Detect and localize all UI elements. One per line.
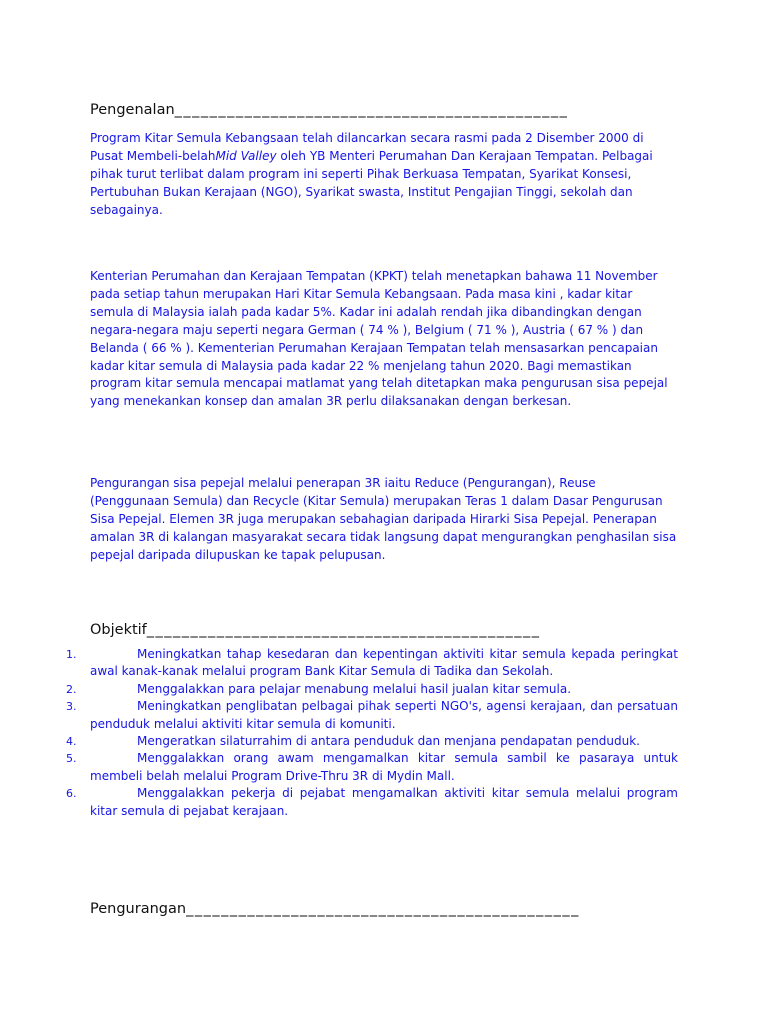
heading-rule: _____________________________________________ bbox=[186, 901, 580, 917]
objective-text: Menggalakkan pekerja di pejabat mengamalkan aktiviti kitar semula melalui program kitar semula di pejabat kerajaan. bbox=[90, 786, 678, 818]
objective-number: 2. bbox=[66, 682, 77, 696]
intro-p1-end: oleh YB Menteri Perumahan Dan Kerajaan Tempatan. Pelbagai pihak turut terlibat dalam program ini seperti Pihak Berkuasa Tempatan, Syarikat Konsesi, Pertubuhan Bukan Kerajaan (NGO), Syarikat swasta, Institut Pengajian Tinggi, sekolah dan sebagainya. bbox=[90, 148, 653, 217]
objective-item bbox=[0, 733, 768, 750]
objective-text: Mengeratkan silaturrahim di antara penduduk dan menjana pendapatan penduduk. bbox=[137, 734, 640, 749]
intro-paragraph-2: Kenterian Perumahan dan Kerajaan Tempatan (KPKT) telah menetapkan bahawa 11 November pada setiap tahun merupakan Hari Kitar Semula Kebangsaan. Pada masa kini , kadar kitar semula di Malaysia ialah pada kadar 5%. Kadar ini adalah rendah jika dibandingkan dengan negara-negara maju seperti negara German ( 74 % ), Belgium ( 71 % ), Austria ( 67 % ) dan Belanda ( 66 % ). Kementerian Perumahan Kerajaan Tempatan telah mensasarkan pencapaian kadar kitar semula di Malaysia pada kadar 22 % menjelang tahun 2020. Bagi memastikan program kitar semula mencapai matlamat yang telah ditetapkan maka pengurusan sisa pepejal yang menekankan konsep dan amalan 3R perlu dilaksanakan dengan berkesan. bbox=[90, 269, 668, 409]
objective-text: Menggalakkan para pelajar menabung melalui hasil jualan kitar semula. bbox=[137, 681, 572, 696]
intro-p1-start: Program Kitar Semula Kebangsaan telah dilancarkan secara rasmi pada 2 Disember 2000 di Pusat Membeli-belah bbox=[90, 131, 644, 163]
intro-paragraph-1 bbox=[90, 130, 678, 220]
intro-p1-mall-name: Mid Valley bbox=[215, 148, 277, 163]
heading-pengenalan bbox=[90, 100, 678, 120]
heading-title: Pengenalan bbox=[90, 102, 175, 118]
heading-title: Objektif bbox=[90, 622, 147, 638]
heading-title: Pengurangan bbox=[90, 901, 187, 917]
objective-item bbox=[0, 785, 768, 820]
objective-text: Meningkatkan penglibatan pelbagai pihak seperti NGO's, agensi kerajaan, dan persatuan penduduk melalui aktiviti kitar semula di komuniti. bbox=[90, 699, 678, 731]
objective-text: Meningkatkan tahap kesedaran dan kepentingan aktiviti kitar semula kepada peringkat awal kanak-kanak melalui program Bank Kitar Semula di Tadika dan Sekolah. bbox=[90, 647, 678, 679]
objective-item bbox=[0, 646, 768, 681]
objective-number: 3. bbox=[66, 700, 77, 714]
objective-text: Menggalakkan orang awam mengamalkan kitar semula sambil ke pasaraya untuk membeli belah melalui Program Drive-Thru 3R di Mydin Mall. bbox=[90, 751, 678, 783]
objective-number: 1. bbox=[66, 648, 77, 661]
heading-pengurangan bbox=[90, 899, 678, 919]
intro-paragraph-3: Pengurangan sisa pepejal melalui penerapan 3R iaitu Reduce (Pengurangan), Reuse (Penggunaan Semula) dan Recycle (Kitar Semula) merupakan Teras 1 dalam Dasar Pengurusan Sisa Pepejal. Elemen 3R juga merupakan sebahagian daripada Hirarki Sisa Pepejal. Penerapan amalan 3R di kalangan masyarakat secara tidak langsung dapat mengurangkan penghasilan sisa pepejal daripada dilupuskan ke tapak pelupusan. bbox=[90, 476, 677, 562]
objective-item bbox=[0, 681, 768, 698]
objective-list bbox=[0, 646, 768, 820]
heading-rule: _____________________________________________ bbox=[174, 102, 569, 118]
objective-item bbox=[0, 698, 768, 733]
heading-objektif bbox=[90, 620, 678, 640]
objective-number: 6. bbox=[66, 787, 77, 801]
objective-number: 5. bbox=[66, 752, 77, 766]
objective-item bbox=[0, 750, 768, 785]
heading-rule: _____________________________________________ bbox=[146, 622, 541, 638]
objective-number: 4. bbox=[66, 735, 77, 749]
